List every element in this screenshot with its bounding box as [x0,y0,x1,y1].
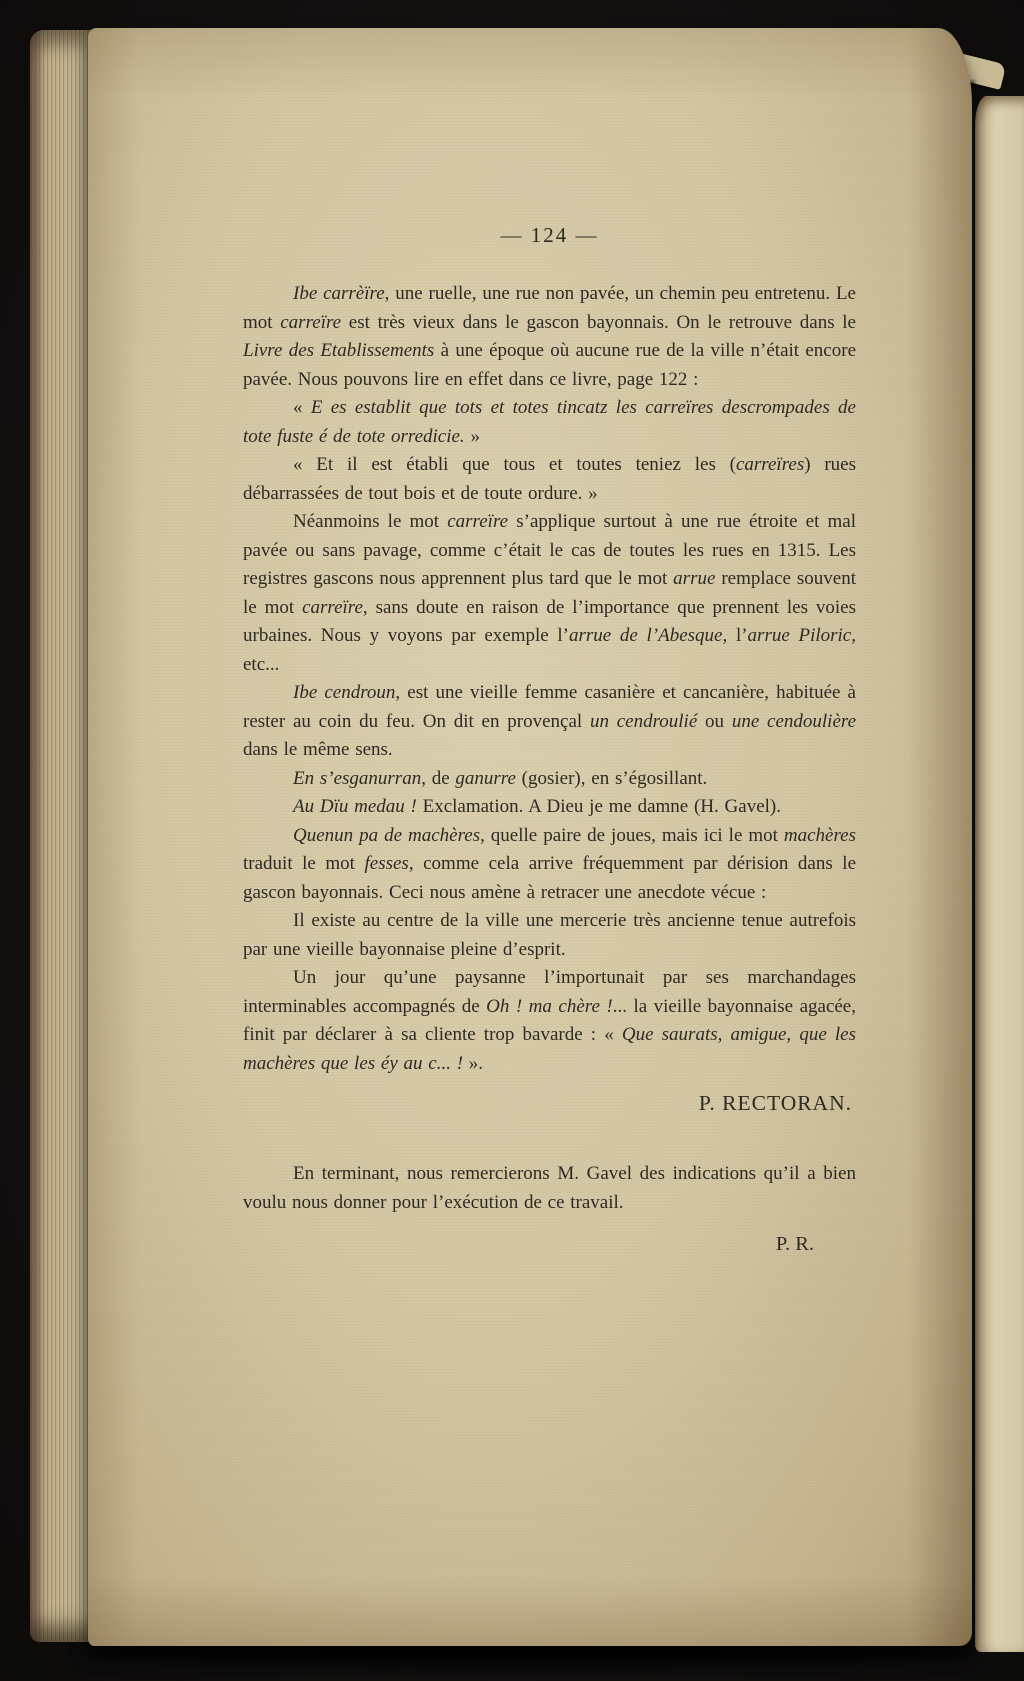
book-page [88,28,972,1646]
body-paragraph: Ibe carrèïre, une ruelle, une rue non pavée, un chemin peu entretenu. Le mot carreïre est très vieux dans le gascon bayonnais. On le retrouve dans le Livre des Etablissements à une époque où aucune rue de la ville n’était encore pavée. Nous pouvons lire en effet dans ce livre, page 122 : [243,283,856,390]
author-signature: P. RECTORAN. [698,1091,852,1115]
body-text [243,280,856,1259]
page-content [243,220,856,1259]
closing-paragraph: En terminant, nous remercierons M. Gavel des indications qu’il a bien voulu nous donner pour l’exécution de ce travail. [243,1163,856,1213]
body-paragraph: Quenun pa de machères, quelle paire de joues, mais ici le mot machères traduit le mot fesses, comme cela arrive fréquemment par dérision dans le gascon bayonnais. Ceci nous amène à retracer une anecdote vécue : [243,824,856,903]
page-number: — 124 — [500,223,599,247]
adjacent-page [975,96,1024,1652]
body-paragraph: « Et il est établi que tous et toutes teniez les (carreïres) rues débarrassées de tout bois et de toute ordure. » [243,454,856,504]
body-paragraph: Au Dïu medau ! Exclamation. A Dieu je me damne (H. Gavel). [293,796,781,817]
body-paragraph: Néanmoins le mot carreïre s’applique surtout à une rue étroite et mal pavée ou sans pavage, comme c’était le cas de toutes les rues en 1315. Les registres gascons nous apprennent plus tard que le mot arrue remplace souvent le mot carreïre, sans doute en raison de l’importance que prennent les voies urbaines. Nous y voyons par exemple l’arrue de l’Abesque, l’arrue Piloric, etc... [243,511,857,675]
initials-signature: P. R. [775,1233,814,1255]
body-paragraph: « E es establit que tots et totes tincatz les carreïres descrompades de tote fuste é de tote orredicie. » [243,397,856,447]
body-paragraph: Il existe au centre de la ville une mercerie très ancienne tenue autrefois par une vieille bayonnaise pleine d’esprit. [243,910,856,960]
body-paragraph: Ibe cendroun, est une vieille femme casanière et cancanière, habituée à rester au coin du feu. On dit en provençal un cendroulié ou une cendoulière dans le même sens. [243,682,857,760]
body-paragraph: Un jour qu’une paysanne l’importunait par ses marchandages interminables accompagnés de Oh ! ma chère !... la vieille bayonnaise agacée, finit par déclarer à sa cliente trop bavarde : « Que saurats, amigue, que les machères que les éy au c... ! ». [243,967,856,1074]
body-paragraph: En s’esganurran, de ganurre (gosier), en s’égosillant. [293,767,708,789]
